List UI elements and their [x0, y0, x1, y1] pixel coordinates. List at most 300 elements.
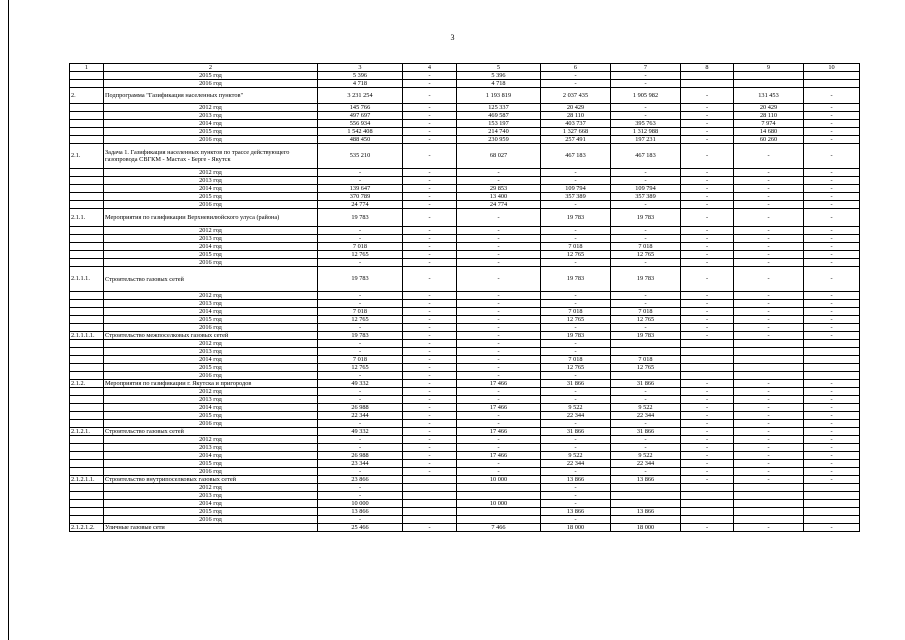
value-cell: 25 466: [318, 524, 403, 532]
value-cell: [734, 348, 804, 356]
value-cell: -: [403, 169, 457, 177]
value-cell: -: [804, 420, 860, 428]
value-cell: -: [403, 209, 457, 227]
row-label-cell: 2012 год: [104, 169, 318, 177]
value-cell: [734, 516, 804, 524]
value-cell: -: [541, 348, 611, 356]
value-cell: 31 866: [541, 380, 611, 388]
table-row: [70, 404, 860, 412]
value-cell: -: [318, 348, 403, 356]
value-cell: -: [804, 308, 860, 316]
row-label-cell: 2014 год: [104, 452, 318, 460]
value-cell: 60 260: [734, 136, 804, 144]
row-label-cell: 2013 год: [104, 492, 318, 500]
value-cell: -: [611, 72, 681, 80]
value-cell: -: [318, 484, 403, 492]
value-cell: [681, 492, 734, 500]
row-code-cell: 2.1.: [70, 144, 104, 169]
value-cell: -: [681, 476, 734, 484]
row-label-cell: 2012 год: [104, 436, 318, 444]
page-number: 3: [450, 33, 455, 42]
value-cell: 488 450: [318, 136, 403, 144]
value-cell: 20 429: [734, 104, 804, 112]
row-label-cell: 2015 год: [104, 364, 318, 372]
value-cell: -: [541, 72, 611, 80]
column-header: 8: [681, 64, 734, 72]
row-label-cell: Строительство газовых сетей: [104, 428, 318, 436]
value-cell: -: [541, 324, 611, 332]
table-row: [70, 388, 860, 396]
value-cell: -: [681, 396, 734, 404]
value-cell: 10 000: [318, 500, 403, 508]
row-code-cell: [70, 193, 104, 201]
row-code-cell: [70, 128, 104, 136]
value-cell: [804, 80, 860, 88]
value-cell: -: [734, 444, 804, 452]
value-cell: 395 763: [611, 120, 681, 128]
value-cell: 13 866: [541, 476, 611, 484]
row-label-cell: 2012 год: [104, 340, 318, 348]
value-cell: 9 522: [541, 404, 611, 412]
value-cell: -: [457, 227, 541, 235]
value-cell: -: [403, 356, 457, 364]
value-cell: 7 466: [457, 524, 541, 532]
value-cell: [681, 356, 734, 364]
value-cell: -: [734, 380, 804, 388]
row-code-cell: [70, 500, 104, 508]
value-cell: -: [611, 201, 681, 209]
row-label-cell: 2014 год: [104, 500, 318, 508]
value-cell: -: [804, 476, 860, 484]
value-cell: 19 783: [541, 209, 611, 227]
value-cell: 1 905 982: [611, 88, 681, 104]
row-code-cell: [70, 185, 104, 193]
row-label-cell: 2016 год: [104, 468, 318, 476]
value-cell: [403, 508, 457, 516]
value-cell: [734, 484, 804, 492]
value-cell: -: [734, 476, 804, 484]
value-cell: 4 718: [457, 80, 541, 88]
value-cell: -: [611, 468, 681, 476]
value-cell: 29 853: [457, 185, 541, 193]
value-cell: -: [804, 524, 860, 532]
value-cell: 24 774: [318, 201, 403, 209]
value-cell: 1 312 988: [611, 128, 681, 136]
row-label-cell: 2012 год: [104, 484, 318, 492]
value-cell: 535 210: [318, 144, 403, 169]
row-label-cell: Мероприятия по газификации Верхневилюйского улуса (района): [104, 209, 318, 227]
value-cell: 9 522: [611, 452, 681, 460]
value-cell: -: [457, 460, 541, 468]
value-cell: -: [457, 348, 541, 356]
value-cell: -: [318, 324, 403, 332]
value-cell: 13 866: [611, 508, 681, 516]
row-code-cell: [70, 412, 104, 420]
row-label-cell: Мероприятия по газификации г. Якутска и пригородов: [104, 380, 318, 388]
row-code-cell: [70, 508, 104, 516]
row-label-cell: 2014 год: [104, 356, 318, 364]
table-row: [70, 235, 860, 243]
row-label-cell: 2016 год: [104, 136, 318, 144]
table-row: [70, 372, 860, 380]
value-cell: [804, 356, 860, 364]
value-cell: -: [403, 364, 457, 372]
value-cell: -: [403, 524, 457, 532]
table-row: [70, 136, 860, 144]
value-cell: [804, 484, 860, 492]
value-cell: 49 332: [318, 428, 403, 436]
value-cell: [611, 372, 681, 380]
value-cell: [681, 364, 734, 372]
row-code-cell: 2.: [70, 88, 104, 104]
row-label-cell: 2012 год: [104, 292, 318, 300]
value-cell: -: [804, 412, 860, 420]
row-code-cell: 2.1.2.1.: [70, 428, 104, 436]
value-cell: -: [734, 460, 804, 468]
value-cell: [403, 492, 457, 500]
value-cell: -: [681, 259, 734, 267]
value-cell: -: [804, 185, 860, 193]
value-cell: 131 453: [734, 88, 804, 104]
value-cell: 13 866: [541, 508, 611, 516]
value-cell: -: [734, 412, 804, 420]
value-cell: -: [681, 428, 734, 436]
row-label-cell: 2016 год: [104, 324, 318, 332]
table-row: [70, 508, 860, 516]
value-cell: -: [804, 169, 860, 177]
value-cell: [734, 508, 804, 516]
value-cell: 19 783: [541, 267, 611, 292]
value-cell: [681, 484, 734, 492]
value-cell: -: [681, 128, 734, 136]
value-cell: -: [403, 193, 457, 201]
value-cell: [457, 492, 541, 500]
value-cell: 19 783: [318, 209, 403, 227]
value-cell: [734, 340, 804, 348]
row-code-cell: [70, 243, 104, 251]
value-cell: 22 344: [611, 460, 681, 468]
value-cell: -: [611, 177, 681, 185]
value-cell: 7 018: [611, 243, 681, 251]
page-left-border: [8, 0, 9, 640]
value-cell: 12 765: [541, 364, 611, 372]
row-code-cell: [70, 259, 104, 267]
table-row: [70, 364, 860, 372]
value-cell: -: [403, 372, 457, 380]
value-cell: 7 018: [541, 243, 611, 251]
value-cell: -: [541, 468, 611, 476]
column-header: 10: [804, 64, 860, 72]
table-row: [70, 436, 860, 444]
value-cell: 19 783: [541, 332, 611, 340]
value-cell: -: [681, 185, 734, 193]
table-row: [70, 460, 860, 468]
value-cell: -: [318, 300, 403, 308]
value-cell: 17 466: [457, 404, 541, 412]
row-label-cell: Строительство газовых сетей: [104, 267, 318, 292]
value-cell: -: [457, 396, 541, 404]
row-label-cell: Уличные газовые сети: [104, 524, 318, 532]
value-cell: -: [734, 436, 804, 444]
value-cell: -: [734, 420, 804, 428]
value-cell: -: [403, 243, 457, 251]
value-cell: -: [403, 412, 457, 420]
row-code-cell: [70, 104, 104, 112]
value-cell: -: [403, 144, 457, 169]
value-cell: -: [611, 300, 681, 308]
value-cell: -: [403, 348, 457, 356]
value-cell: -: [734, 177, 804, 185]
value-cell: 556 934: [318, 120, 403, 128]
value-cell: 13 400: [457, 193, 541, 201]
table-row: [70, 476, 860, 484]
value-cell: -: [403, 185, 457, 193]
value-cell: -: [457, 251, 541, 259]
row-label-cell: 2013 год: [104, 235, 318, 243]
value-cell: -: [403, 112, 457, 120]
value-cell: [403, 500, 457, 508]
value-cell: 19 783: [318, 267, 403, 292]
value-cell: -: [804, 460, 860, 468]
value-cell: -: [681, 120, 734, 128]
value-cell: [611, 516, 681, 524]
value-cell: -: [681, 308, 734, 316]
row-label-cell: 2015 год: [104, 316, 318, 324]
value-cell: 7 974: [734, 120, 804, 128]
value-cell: -: [734, 243, 804, 251]
row-code-cell: [70, 516, 104, 524]
value-cell: 23 866: [318, 476, 403, 484]
value-cell: 26 988: [318, 452, 403, 460]
value-cell: -: [541, 292, 611, 300]
value-cell: -: [804, 292, 860, 300]
row-label-cell: 2015 год: [104, 251, 318, 259]
value-cell: -: [318, 436, 403, 444]
value-cell: -: [457, 267, 541, 292]
value-cell: -: [804, 193, 860, 201]
value-cell: -: [804, 444, 860, 452]
value-cell: -: [804, 136, 860, 144]
row-label-cell: 2015 год: [104, 508, 318, 516]
table-row: [70, 332, 860, 340]
column-header: 9: [734, 64, 804, 72]
value-cell: 7 018: [318, 243, 403, 251]
value-cell: 1 193 819: [457, 88, 541, 104]
table-row: [70, 356, 860, 364]
table-row: [70, 380, 860, 388]
value-cell: -: [403, 80, 457, 88]
row-label-cell: 2013 год: [104, 177, 318, 185]
row-code-cell: 2.1.2.1.2.: [70, 524, 104, 532]
value-cell: 26 988: [318, 404, 403, 412]
table-row: [70, 316, 860, 324]
value-cell: [611, 500, 681, 508]
value-cell: -: [541, 484, 611, 492]
value-cell: -: [457, 436, 541, 444]
row-code-cell: [70, 72, 104, 80]
row-code-cell: [70, 348, 104, 356]
row-label-cell: 2016 год: [104, 372, 318, 380]
value-cell: -: [681, 380, 734, 388]
value-cell: -: [457, 209, 541, 227]
value-cell: 403 737: [541, 120, 611, 128]
value-cell: 14 680: [734, 128, 804, 136]
row-code-cell: [70, 136, 104, 144]
value-cell: -: [681, 292, 734, 300]
value-cell: -: [457, 300, 541, 308]
value-cell: 10 000: [457, 500, 541, 508]
value-cell: 7 018: [541, 308, 611, 316]
value-cell: -: [804, 436, 860, 444]
value-cell: [804, 492, 860, 500]
value-cell: -: [403, 267, 457, 292]
value-cell: [804, 516, 860, 524]
value-cell: 17 466: [457, 428, 541, 436]
value-cell: -: [681, 452, 734, 460]
value-cell: 18 000: [611, 524, 681, 532]
row-label-cell: 2016 год: [104, 259, 318, 267]
value-cell: 12 765: [541, 251, 611, 259]
value-cell: 12 765: [318, 251, 403, 259]
row-label-cell: 2013 год: [104, 112, 318, 120]
value-cell: 370 789: [318, 193, 403, 201]
row-label-cell: Строительство внутрипоселковых газовых сетей: [104, 476, 318, 484]
value-cell: -: [403, 72, 457, 80]
value-cell: -: [457, 340, 541, 348]
value-cell: -: [734, 193, 804, 201]
value-cell: -: [804, 104, 860, 112]
value-cell: -: [734, 259, 804, 267]
value-cell: [804, 500, 860, 508]
value-cell: -: [804, 88, 860, 104]
value-cell: -: [318, 372, 403, 380]
value-cell: 18 000: [541, 524, 611, 532]
value-cell: -: [318, 340, 403, 348]
value-cell: -: [681, 388, 734, 396]
value-cell: 12 765: [611, 251, 681, 259]
value-cell: -: [611, 444, 681, 452]
value-cell: 22 344: [541, 412, 611, 420]
row-code-cell: [70, 356, 104, 364]
value-cell: [734, 500, 804, 508]
value-cell: -: [611, 396, 681, 404]
value-cell: -: [611, 112, 681, 120]
value-cell: -: [681, 412, 734, 420]
value-cell: [681, 348, 734, 356]
table-row: [70, 72, 860, 80]
value-cell: -: [403, 468, 457, 476]
value-cell: 197 231: [611, 136, 681, 144]
value-cell: 5 396: [457, 72, 541, 80]
value-cell: 230 959: [457, 136, 541, 144]
value-cell: -: [804, 300, 860, 308]
table-row: [70, 251, 860, 259]
value-cell: 19 783: [611, 267, 681, 292]
row-label-cell: 2016 год: [104, 516, 318, 524]
table-row: [70, 227, 860, 235]
row-label-cell: 2012 год: [104, 227, 318, 235]
table-row: [70, 169, 860, 177]
table-row: [70, 468, 860, 476]
value-cell: -: [457, 169, 541, 177]
value-cell: -: [734, 452, 804, 460]
value-cell: [457, 516, 541, 524]
value-cell: -: [403, 316, 457, 324]
row-label-cell: 2013 год: [104, 348, 318, 356]
value-cell: -: [403, 388, 457, 396]
value-cell: -: [804, 259, 860, 267]
value-cell: -: [457, 308, 541, 316]
table-row: [70, 177, 860, 185]
table-row: [70, 500, 860, 508]
value-cell: 109 794: [611, 185, 681, 193]
value-cell: 19 783: [611, 332, 681, 340]
value-cell: 4 718: [318, 80, 403, 88]
value-cell: 20 429: [541, 104, 611, 112]
value-cell: [611, 492, 681, 500]
value-cell: -: [804, 209, 860, 227]
value-cell: -: [804, 404, 860, 412]
value-cell: 109 794: [541, 185, 611, 193]
value-cell: -: [804, 235, 860, 243]
value-cell: -: [681, 444, 734, 452]
value-cell: -: [541, 80, 611, 88]
value-cell: -: [804, 396, 860, 404]
value-cell: -: [804, 177, 860, 185]
value-cell: -: [734, 332, 804, 340]
value-cell: 12 765: [318, 364, 403, 372]
value-cell: 3 231 254: [318, 88, 403, 104]
value-cell: 1 327 668: [541, 128, 611, 136]
value-cell: -: [457, 332, 541, 340]
value-cell: -: [318, 420, 403, 428]
value-cell: -: [734, 428, 804, 436]
row-code-cell: [70, 80, 104, 88]
table-row: [70, 292, 860, 300]
value-cell: -: [734, 300, 804, 308]
value-cell: 17 466: [457, 452, 541, 460]
value-cell: -: [541, 420, 611, 428]
value-cell: -: [681, 104, 734, 112]
row-label-cell: 2015 год: [104, 193, 318, 201]
value-cell: 19 783: [611, 209, 681, 227]
value-cell: -: [681, 112, 734, 120]
value-cell: 1 542 408: [318, 128, 403, 136]
value-cell: -: [681, 316, 734, 324]
value-cell: -: [541, 492, 611, 500]
value-cell: -: [457, 468, 541, 476]
table-row: [70, 112, 860, 120]
value-cell: 13 866: [611, 476, 681, 484]
row-code-cell: 2.1.1.1.: [70, 267, 104, 292]
value-cell: [611, 348, 681, 356]
value-cell: 125 337: [457, 104, 541, 112]
value-cell: -: [734, 388, 804, 396]
value-cell: -: [734, 292, 804, 300]
row-label-cell: 2014 год: [104, 308, 318, 316]
value-cell: -: [541, 372, 611, 380]
value-cell: 257 491: [541, 136, 611, 144]
table-row: [70, 300, 860, 308]
value-cell: -: [804, 128, 860, 136]
value-cell: 49 332: [318, 380, 403, 388]
table-row: [70, 484, 860, 492]
value-cell: -: [403, 292, 457, 300]
value-cell: -: [457, 444, 541, 452]
row-code-cell: [70, 251, 104, 259]
value-cell: -: [457, 177, 541, 185]
value-cell: -: [804, 468, 860, 476]
